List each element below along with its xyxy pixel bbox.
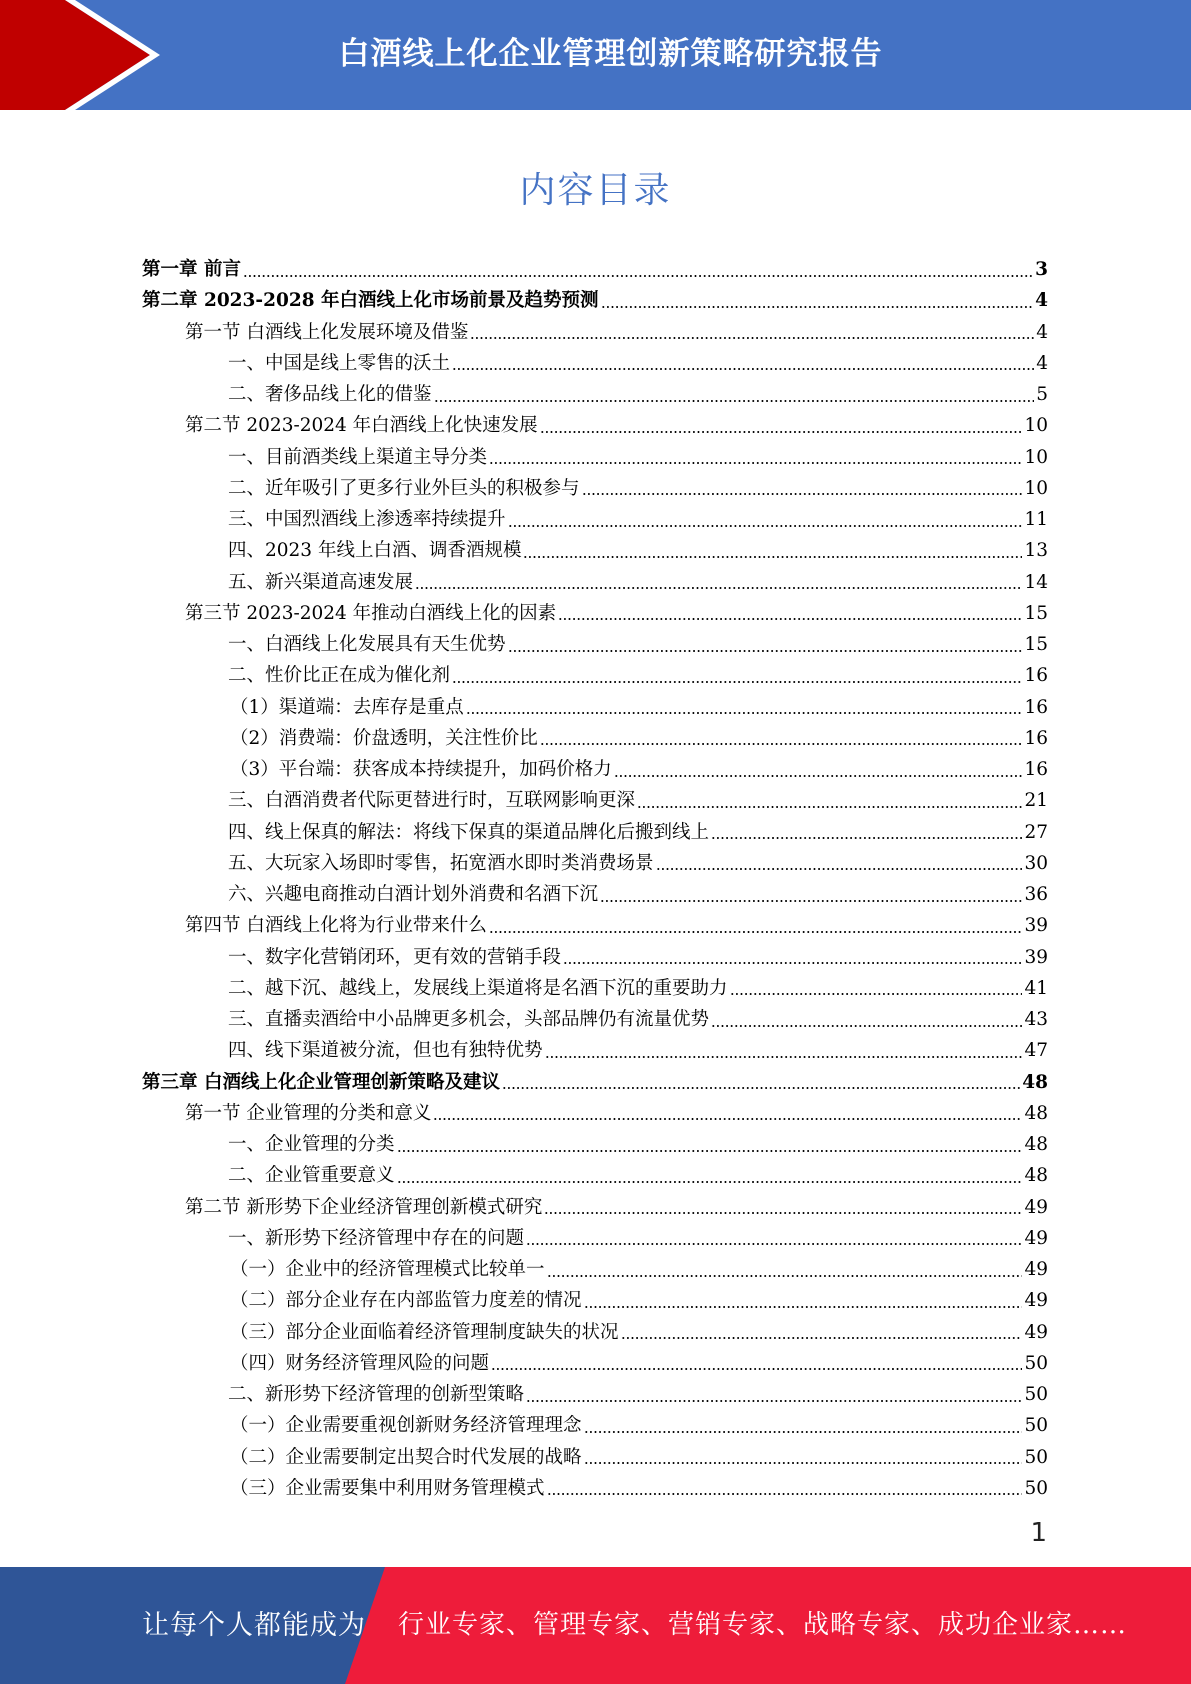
toc-entry-title: 二、性价比正在成为催化剂 [228,665,451,687]
toc-entry-title: 六、兴趣电商推动白酒计划外消费和名酒下沉 [228,884,599,905]
toc-leader-dots [544,1210,1022,1216]
toc-entry-title: （一）企业中的经济管理模式比较单一 [230,1259,545,1280]
toc-entry-title: 第一节 白酒线上化发展环境及借鉴 [185,321,469,343]
toc-leader-dots [582,491,1023,497]
toc-subsection-entry[interactable] [142,1285,1048,1316]
table-of-contents [142,254,1048,1504]
toc-leader-dots [466,710,1023,716]
toc-entry-title: （二）企业需要制定出契合时代发展的战略 [230,1446,582,1468]
toc-entry-title: （二）部分企业存在内部监管力度差的情况 [230,1290,582,1312]
toc-entry-page: 13 [1024,540,1048,562]
toc-entry-title: （3）平台端：获客成本持续提升，加码价格力 [230,759,612,780]
toc-chapter-entry[interactable] [142,254,1048,285]
toc-entry-title: 第三节 2023-2024 年推动白酒线上化的因素 [185,602,557,624]
toc-leader-dots [540,429,1023,435]
toc-subsection-entry[interactable] [142,629,1048,660]
header-band [0,0,1191,110]
toc-entry-page: 39 [1024,946,1048,968]
toc-entry-page: 48 [1024,1165,1048,1187]
toc-subsection-entry[interactable] [142,1160,1048,1191]
toc-leader-dots [584,1304,1023,1310]
toc-section-entry[interactable] [142,1098,1048,1129]
toc-subsection-entry[interactable] [142,442,1048,473]
page-number: 1 [1030,1518,1047,1548]
toc-entry-page: 16 [1024,696,1048,718]
toc-leader-dots [614,773,1023,779]
toc-section-entry[interactable] [142,910,1048,941]
toc-leader-dots [526,1398,1022,1404]
toc-leader-dots [545,1054,1023,1060]
toc-entry-page: 15 [1024,602,1048,624]
toc-leader-dots [637,804,1022,810]
toc-subsection-entry[interactable] [142,1129,1048,1160]
report-title: 白酒线上化企业管理创新策略研究报告 [338,35,883,72]
toc-subsection-entry[interactable] [142,379,1048,410]
toc-leader-dots [600,898,1022,904]
toc-leader-dots [433,1116,1022,1122]
toc-section-entry[interactable] [142,317,1048,348]
toc-entry-page: 10 [1024,477,1048,499]
toc-entry-title: 一、白酒线上化发展具有天生优势 [228,634,506,655]
toc-leader-dots [508,523,1023,529]
toc-entry-page: 50 [1024,1415,1048,1437]
toc-subsection-entry[interactable] [142,348,1048,379]
toc-entry-title: 四、2023 年线上白酒、调香酒规模 [228,540,522,562]
toc-leader-dots [489,460,1022,466]
toc-entry-title: 第四节 白酒线上化将为行业带来什么 [185,915,487,937]
toc-leader-dots [621,1335,1023,1341]
toc-entry-title: 一、目前酒类线上渠道主导分类 [228,446,488,468]
toc-subsection-entry[interactable] [142,973,1048,1004]
toc-leader-dots [434,398,1035,404]
toc-entry-title: （三）部分企业面临着经济管理制度缺失的状况 [230,1321,619,1343]
toc-entry-page: 15 [1024,634,1048,655]
toc-entry-title: （一）企业需要重视创新财务经济管理理念 [230,1415,582,1437]
toc-subsection-entry[interactable] [142,1442,1048,1473]
toc-leader-dots [491,1366,1022,1372]
toc-leader-dots [415,585,1022,591]
toc-entry-title: 三、白酒消费者代际更替进行时，互联网影响更深 [228,790,636,812]
toc-entry-page: 49 [1024,1290,1048,1312]
toc-entry-page: 4 [1036,321,1048,343]
toc-leader-dots [547,1273,1023,1279]
footer [0,1567,1191,1684]
toc-leader-dots [397,1148,1023,1154]
toc-entry-title: 二、近年吸引了更多行业外巨头的积极参与 [228,477,580,499]
toc-heading: 内容目录 [519,170,672,211]
toc-entry-title: 第二节 2023-2024 年白酒线上化快速发展 [185,415,538,437]
toc-leader-dots [711,1023,1022,1029]
toc-leader-dots [558,616,1022,622]
toc-entry-page: 50 [1024,1446,1048,1468]
toc-entry-title: 第二章 2023-2028 年白酒线上化市场前景及趋势预测 [142,290,599,312]
toc-entry-page: 3 [1035,259,1048,280]
toc-entry-page: 16 [1024,727,1048,749]
toc-subsection-entry[interactable] [142,1473,1048,1504]
toc-entry-page: 49 [1024,1227,1048,1249]
toc-section-entry[interactable] [142,1192,1048,1223]
toc-leader-dots [470,335,1034,341]
toc-entry-title: 二、企业管重要意义 [228,1165,395,1187]
toc-subsection-entry[interactable] [142,473,1048,504]
toc-entry-page: 48 [1024,1102,1048,1124]
footer-slogan-right: 行业专家、管理专家、营销专家、战略专家、成功企业家…… [398,1610,1128,1640]
toc-entry-page: 10 [1024,446,1048,468]
toc-subsection-entry[interactable] [142,1004,1048,1035]
toc-entry-page: 36 [1024,884,1048,905]
toc-subsection-entry[interactable] [142,1254,1048,1285]
toc-entry-page: 11 [1024,509,1048,530]
toc-subsection-entry[interactable] [142,848,1048,879]
toc-section-entry[interactable] [142,598,1048,629]
footer-slogan-left: 让每个人都能成为 [142,1610,366,1641]
toc-subsection-entry[interactable] [142,754,1048,785]
toc-entry-title: （2）消费端：价盘透明，关注性价比 [230,727,538,749]
toc-entry-page: 16 [1024,759,1048,780]
toc-leader-dots [452,679,1022,685]
toc-leader-dots [489,929,1023,935]
toc-leader-dots [508,648,1023,654]
toc-entry-title: 四、线上保真的解法：将线下保真的渠道品牌化后搬到线上 [228,821,710,843]
toc-entry-title: （四）财务经济管理风险的问题 [230,1352,490,1374]
toc-leader-dots [601,304,1034,310]
toc-entry-page: 4 [1036,352,1048,374]
toc-leader-dots [656,866,1023,872]
toc-chapter-entry[interactable] [142,1067,1048,1098]
toc-entry-title: 二、奢侈品线上化的借鉴 [228,384,432,405]
toc-chapter-entry[interactable] [142,285,1048,316]
toc-subsection-entry[interactable] [142,817,1048,848]
toc-leader-dots [540,741,1023,747]
toc-subsection-entry[interactable] [142,723,1048,754]
toc-entry-page: 49 [1024,1259,1048,1280]
toc-leader-dots [711,835,1022,841]
toc-subsection-entry[interactable] [142,1035,1048,1066]
toc-leader-dots [502,1085,1020,1091]
toc-entry-page: 16 [1024,665,1048,687]
toc-entry-page: 48 [1024,1134,1048,1155]
toc-entry-title: 第三章 白酒线上化企业管理创新策略及建议 [142,1071,500,1093]
toc-entry-title: 第一章 前言 [142,259,241,280]
toc-entry-title: 二、越下沉、越线上，发展线上渠道将是名酒下沉的重要助力 [228,977,728,999]
toc-entry-page: 49 [1024,1321,1048,1343]
toc-entry-title: （1）渠道端：去库存是重点 [230,696,464,718]
toc-entry-title: 第一节 企业管理的分类和意义 [185,1102,432,1124]
toc-entry-page: 50 [1024,1384,1048,1405]
toc-subsection-entry[interactable] [142,535,1048,566]
toc-subsection-entry[interactable] [142,942,1048,973]
toc-entry-page: 48 [1022,1071,1048,1093]
toc-entry-title: 一、新形势下经济管理中存在的问题 [228,1227,525,1249]
toc-entry-page: 50 [1024,1352,1048,1374]
toc-leader-dots [523,554,1022,560]
toc-leader-dots [397,1179,1023,1185]
toc-subsection-entry[interactable] [142,1223,1048,1254]
toc-subsection-entry[interactable] [142,1317,1048,1348]
toc-entry-title: 五、大玩家入场即时零售，拓宽酒水即时类消费场景 [228,852,654,874]
toc-entry-page: 43 [1024,1009,1048,1030]
toc-entry-page: 49 [1024,1196,1048,1218]
toc-subsection-entry[interactable] [142,567,1048,598]
toc-leader-dots [584,1429,1023,1435]
toc-leader-dots [584,1460,1023,1466]
toc-subsection-entry[interactable] [142,692,1048,723]
toc-entry-title: 第二节 新形势下企业经济管理创新模式研究 [185,1196,543,1218]
toc-entry-title: 一、企业管理的分类 [228,1134,395,1155]
toc-entry-page: 4 [1035,290,1048,312]
toc-entry-title: 三、中国烈酒线上渗透率持续提升 [228,509,506,530]
toc-entry-title: 二、新形势下经济管理的创新型策略 [228,1384,525,1405]
toc-subsection-entry[interactable] [142,1410,1048,1441]
toc-entry-page: 47 [1024,1040,1048,1062]
toc-subsection-entry[interactable] [142,785,1048,816]
toc-subsection-entry[interactable] [142,1348,1048,1379]
toc-entry-page: 41 [1024,977,1048,999]
toc-entry-page: 5 [1036,384,1048,405]
toc-subsection-entry[interactable] [142,1379,1048,1410]
toc-entry-title: （三）企业需要集中利用财务管理模式 [230,1477,545,1499]
toc-entry-page: 27 [1024,821,1048,843]
toc-section-entry[interactable] [142,410,1048,441]
toc-leader-dots [547,1491,1023,1497]
toc-subsection-entry[interactable] [142,504,1048,535]
toc-subsection-entry[interactable] [142,660,1048,691]
toc-entry-page: 10 [1024,415,1048,437]
toc-entry-page: 30 [1024,852,1048,874]
toc-entry-page: 14 [1024,571,1048,593]
toc-leader-dots [730,991,1023,997]
toc-entry-page: 21 [1024,790,1048,812]
toc-leader-dots [563,960,1022,966]
toc-subsection-entry[interactable] [142,879,1048,910]
toc-entry-page: 50 [1024,1477,1048,1499]
toc-leader-dots [452,366,1034,372]
toc-entry-title: 一、中国是线上零售的沃土 [228,352,451,374]
toc-entry-title: 一、数字化营销闭环，更有效的营销手段 [228,946,562,968]
toc-leader-dots [243,273,1033,279]
toc-leader-dots [526,1241,1022,1247]
toc-entry-page: 39 [1024,915,1048,937]
toc-entry-title: 四、线下渠道被分流，但也有独特优势 [228,1040,543,1062]
toc-entry-title: 三、直播卖酒给中小品牌更多机会，头部品牌仍有流量优势 [228,1009,710,1030]
toc-entry-title: 五、新兴渠道高速发展 [228,571,414,593]
